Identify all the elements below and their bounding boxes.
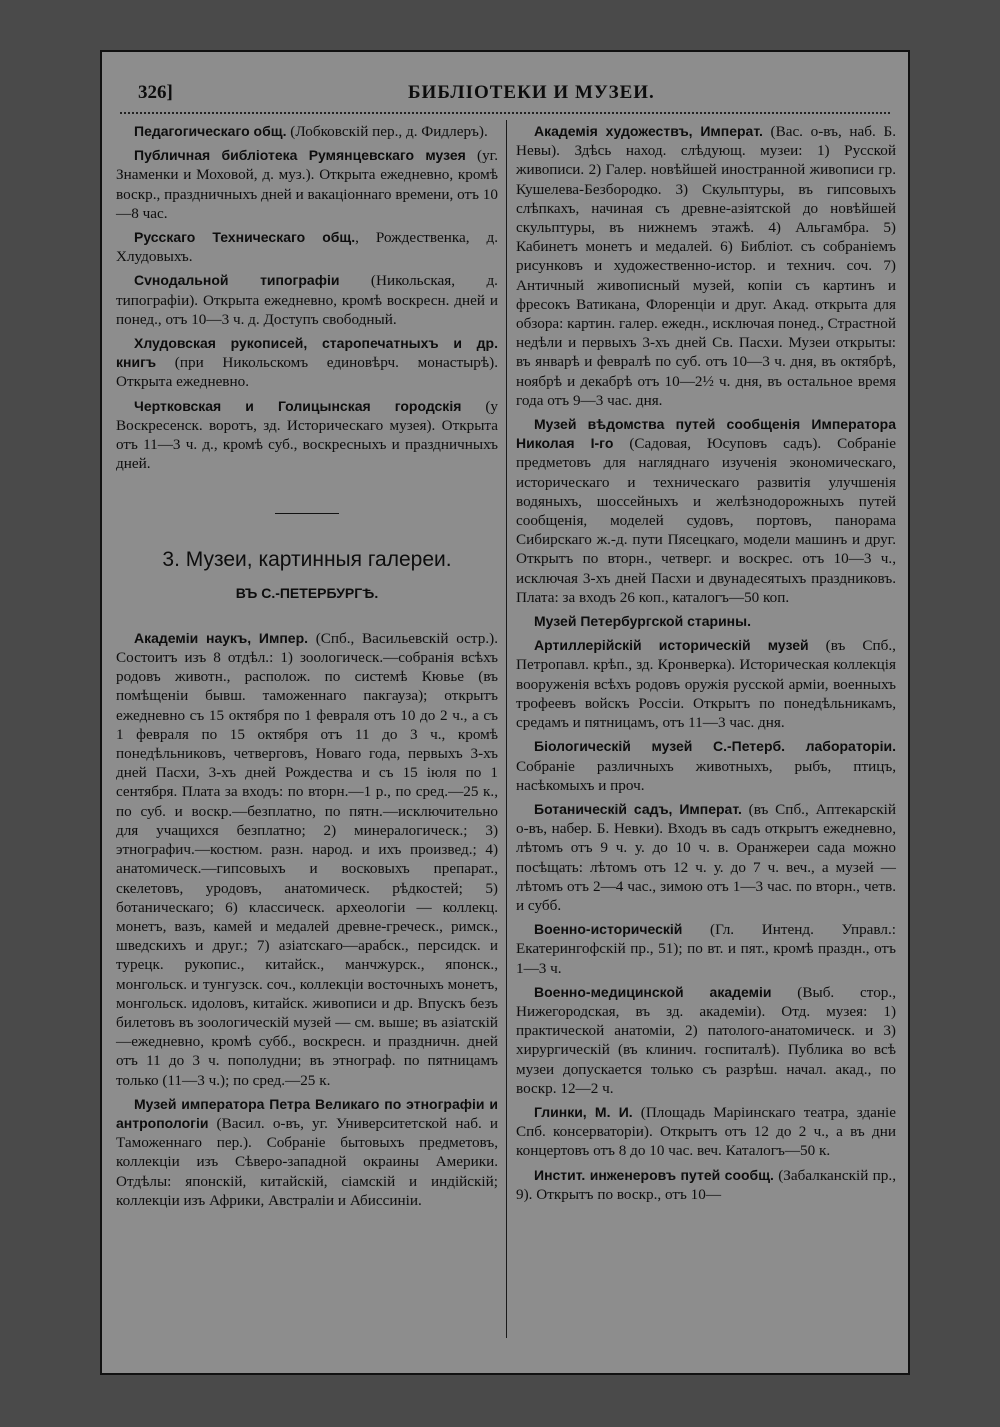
entry [116, 1095, 498, 1210]
entry-text: (въ Спб., Петропавл. крѣп., зд. Кронверка). Историческая коллекція вооруженія всѣхъ родовъ оружія русской арміи, военныхъ трофеевъ войскъ Россіи. Открытъ по понедѣльникамъ, средамъ и пятницамъ, отъ 11—3 час. дня. [516, 637, 896, 732]
entry [116, 629, 498, 1090]
entry [516, 983, 896, 1098]
entry-head: Военно-медицинской академіи [534, 983, 772, 1000]
entry-text: Собраніе различныхъ животныхъ, рыбъ, птицъ, насѣкомыхъ и проч. [516, 757, 896, 794]
entry [516, 636, 896, 732]
page-number: 326] [138, 82, 173, 103]
entry-head: Академіи наукъ, Импер. [134, 629, 309, 646]
page-header [138, 82, 890, 110]
entry-text: (Садовая, Юсуповъ садъ). Собраніе предметовъ для нагляднаго изученія экономическаго, историческаго и техническаго развитія улучшенія водяныхъ, шоссейныхъ и желѣзнодорожныхъ путей сообщенія, моделей судовъ, портовъ, панорама Сибирскаго ж.-д. пути Пясецкаго, модели машинъ и друг. Открытъ по вторн., четверг. и воскрес. отъ 10—3 ч., исключая 3-хъ дней Пасхи и двунадесятыхъ праздниковъ. Плата: за входъ 26 коп., каталогъ—50 коп. [516, 435, 896, 606]
section-separator [275, 513, 339, 514]
entry-head: Хлудовская рукописей, старопечатныхъ и др. книгъ [116, 335, 498, 371]
header-rule [120, 112, 890, 122]
column-divider [506, 120, 507, 1338]
entry-head: Музей императора Петра Великаго по этнографіи и антропологіи [116, 1095, 498, 1131]
entry [116, 228, 498, 266]
entry-head: Музей вѣдомства путей сообщенія Императора Николая I-го [516, 416, 896, 452]
entry-head: Ботаническій садъ, Императ. [534, 800, 742, 817]
entry [516, 737, 896, 795]
entry [116, 271, 498, 329]
entry-head: Сvнодальной типографіи [134, 272, 340, 289]
entry-head: Академія художествъ, Императ. [534, 123, 763, 139]
entry [516, 1103, 896, 1161]
entry-head: Артиллерійскій историческій музей [534, 637, 809, 654]
entry-head: Военно-историческій [534, 921, 683, 938]
entry-text: (Выб. стор., Нижегородская, въ зд. академіи). Отд. музея: 1) практической анатоміи, 2) патолого-анатомическ. и 3) хирургическій (въ клинич. госпиталѣ). Публика во всѣ музеи допускается только съ разрѣш. начал. акад., по воскр. 12—2 ч. [516, 983, 896, 1097]
entry-text: (въ Спб., Аптекарскій о-въ, набер. Б. Невки). Входъ въ садъ открытъ ежедневно, лѣтомъ отъ 9 ч. у. до 10 ч. в. Оранжереи сада можно посѣщать: лѣтомъ отъ 12 ч. у. до 7 ч. веч., а музей — лѣтомъ отъ 2—4 час., зимою отъ 1—3 час. по вторн., четв. и субб. [516, 800, 896, 914]
book-page [100, 50, 910, 1375]
left-column [116, 122, 498, 1215]
right-column [516, 122, 896, 1209]
entry [516, 122, 896, 410]
entry-text: (Спб., Васильевскій остр.). Состоитъ изъ 8 отдѣл.: 1) зоологическ.—собранія всѣхъ родовъ животн., располож. по системѣ Кювье (въ помѣщеніи бывш. таможеннаго пакгауза); открытъ ежедневно съ 15 октября по 1 февраля отъ 10 до 2 ч., а съ 1 февраля по 15 октября отъ 11 до 3 ч., кромѣ понедѣльниковъ, четверговъ, Новаго года, первыхъ 3-хъ дней Пасхи, 3-хъ дней Рождества и съ 15 іюля по 1 сентября. Плата за входъ: по вторн.—1 р., по сред.—25 к., по суб. и воскр.—безплатно, по пятн.—исключительно для учащихся безплатно; 2) минералогическ.; 3) этнографич.—костюм. разн. народ. и ихъ произвед.; 4) анатомическ.—гипсовыхъ и восковыхъ препарат., скелетовъ, уродовъ, анатомическ. рѣдкостей; 5) ботаническаго; 6) классическ. археологіи — коллекц. монетъ, вазъ, камей и медалей древне-греческ., римск., шведскихъ и друг.; 7) азіатскаго—арабск., персидск. и турецк. рукопис., китайск., манчжурск., японск., монгольск. и тунгузск. соч., коллекціи восточныхъ монетъ, монгольск. идоловъ, китайск. живописи и др. Впускъ безъ билетовъ въ зоологическій музей — см. выше; въ азіатскій—ежедневно, кромѣ субб., воскресн. и праздничн. дней отъ 11 до 3 ч. пополудни; въ этнограф. по пятницамъ только (11—3 ч.); по сред.—25 к. [116, 629, 498, 1089]
entry-text: (Вас. о-въ, наб. Б. Невы). Здѣсь наход. слѣдующ. музеи: 1) Русской живописи. 2) Галер. новѣйшей иностранной живописи гр. Кушелева-Безбородко. 3) Скульптуры, въ гипсовыхъ слѣпкахъ, начиная съ древне-азіятской до новѣйшей скульптуры, въ нижнемъ этажѣ. 4) Альгамбра. 5) Кабинетъ монетъ и медалей. 6) Библіот. съ собраніемъ рисунковъ и художественно-истор. и технич. соч. 7) Античный живописный музей, копіи съ картинъ и фресокъ Ватикана, Флоренціи и друг. Акад. открыта для обзора: картин. галер. ежедн., исключая понед., Страстной недѣли и первыхъ 3-хъ дней Св. Пасхи. Музеи открыты: въ январѣ и февралѣ по суб. отъ 10—3 ч. дня, въ октябрѣ, ноябрѣ и декабрѣ отъ 10—2½ ч. дня, въ остальное время года отъ 9—3 час. дня. [516, 123, 896, 409]
entry-head: Біологическій музей С.-Петерб. лабораторіи. [534, 738, 896, 755]
entry-text: (Гл. Интенд. Управл.: Екатерингофскій пр., 51); по вт. и пят., кромѣ праздн., отъ 1—3 ч. [516, 921, 896, 977]
running-title: БИБЛІОТЕКИ И МУЗЕИ. [408, 82, 655, 103]
entry [516, 415, 896, 607]
entry-head: Глинки, М. И. [534, 1103, 633, 1120]
entry [516, 1166, 896, 1204]
entry [116, 146, 498, 223]
entry [116, 334, 498, 392]
entry [116, 397, 498, 474]
entry-text: (Забалканскій пр., 9). Открытъ по воскр., отъ 10— [516, 1166, 896, 1203]
entry-text: (Площадь Маріинскаго театра, зданіе Спб. консерваторіи). Открытъ отъ 12 до 2 ч., а въ дни концертовъ отъ 8 до 10 час. веч. Каталогъ—50 к. [516, 1103, 896, 1160]
entry-head: Инстит. инженеровъ путей сообщ. [534, 1166, 774, 1183]
entry-text: (Лобковскій пер., д. Фидлеръ). [286, 123, 488, 140]
entry-text: (у Воскресенск. воротъ, зд. Историческаго музея). Открыта отъ 11—3 ч. д., кромѣ суб., воскресныхъ и праздничныхъ дней. [116, 397, 498, 473]
section-title: 3. Музеи, картинныя галереи. [162, 548, 452, 572]
entry-head: Чертковская и Голицынская городскія [134, 397, 462, 414]
entry [516, 800, 896, 915]
entry [116, 122, 498, 141]
entry-head: Русскаго Техническаго общ. [134, 229, 356, 246]
entry [516, 920, 896, 978]
entry-text: , Рождественка, д. Хлудовыхъ. [116, 229, 498, 266]
entry [516, 612, 896, 631]
entry-head: Музей Петербургской старины. [534, 613, 751, 630]
city-subhead: ВЪ С.-ПЕТЕРБУРГѢ. [235, 584, 379, 601]
entry-text: (Васил. о-въ, уг. Университетской наб. и Таможеннаго пер.). Собраніе бытовыхъ предметовъ, коллекціи изъ Сѣверо-западной окраины Америки. Отдѣлы: японскій, китайскій, сіамскій и индійскій; коллекціи изъ Африки, Австраліи и Абиссиніи. [116, 1114, 498, 1209]
entry-text: (Никольская, д. типографіи). Открыта ежедневно, кромѣ воскресн. дней и понед., отъ 10—3 ч. д. Доступъ свободный. [116, 272, 498, 328]
entry-text: (при Никольскомъ единовѣрч. монастырѣ). Открыта ежедневно. [116, 354, 498, 391]
entry-head: Публичная библіотека Румянцевскаго музея [134, 147, 466, 164]
entry-text: (уг. Знаменки и Моховой, д. муз.). Открыта ежедневно, кромѣ воскр., праздничныхъ дней и вакаціоннаго времени, отъ 10—8 час. [116, 147, 498, 222]
entry-head: Педагогическаго общ. [134, 123, 287, 139]
